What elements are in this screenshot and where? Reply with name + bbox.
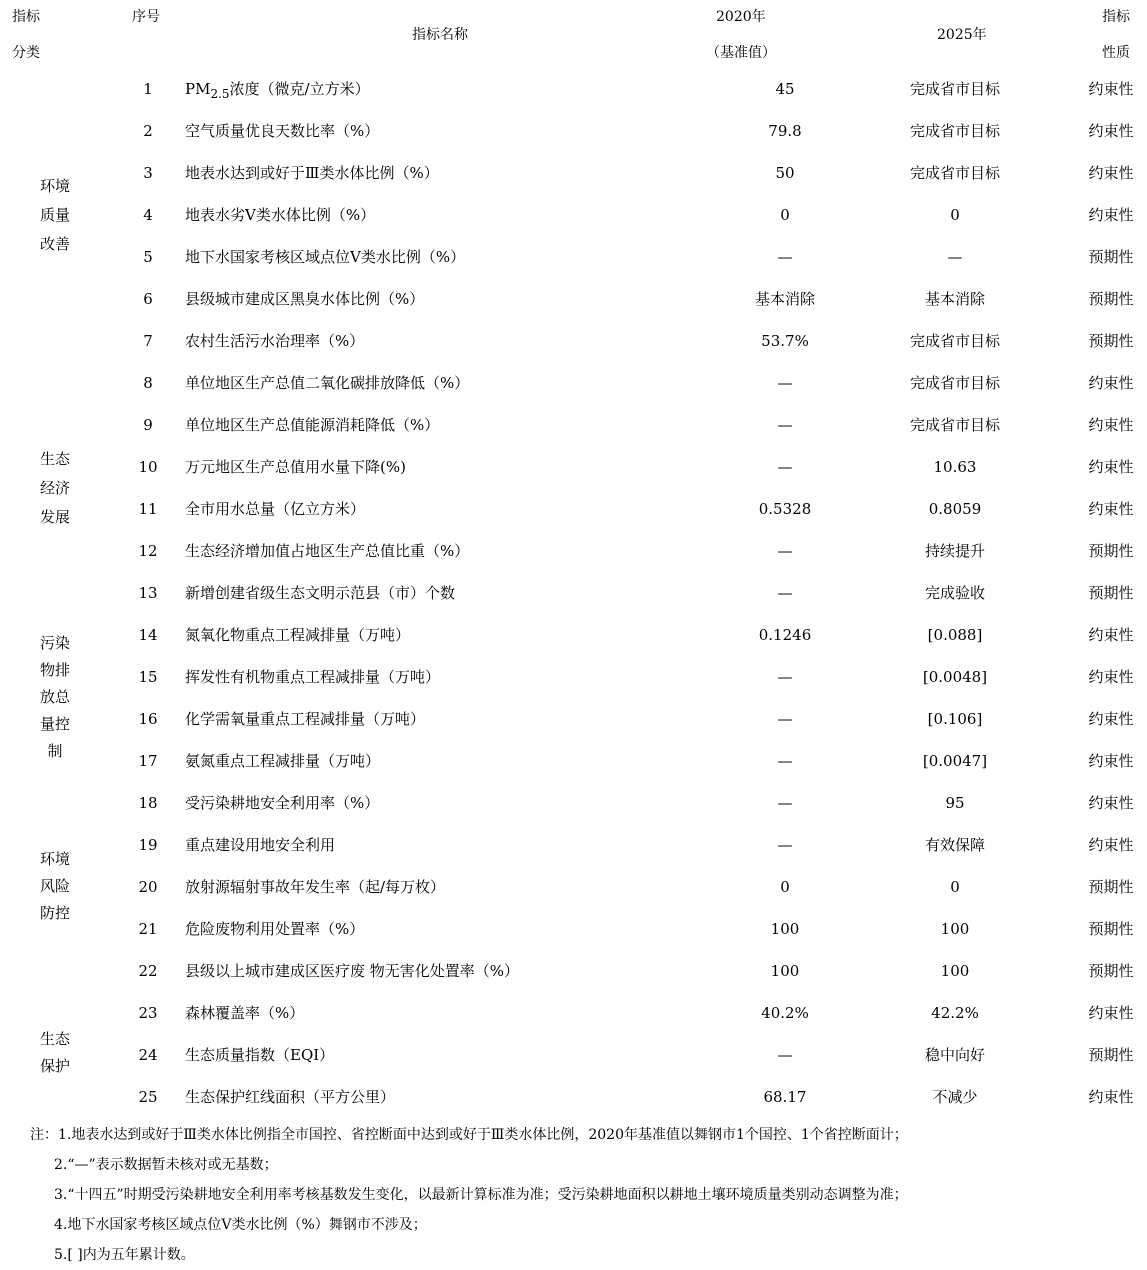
table-row	[0, 614, 1147, 656]
row-seq: 18	[138, 794, 158, 812]
table-row	[0, 572, 1147, 614]
row-indicator-name: 生态经济增加值占地区生产总值比重（%）	[185, 542, 470, 560]
note-line: 3.“十四五”时期受污染耕地安全利用率考核基数发生变化，以最新计算标准为准；受污染耕地面积以耕地土壤环境质量类别动态调整为准；	[54, 1187, 908, 1203]
note-line: 注：1.地表水达到或好于Ⅲ类水体比例指全市国控、省控断面中达到或好于Ⅲ类水体比例，2020年基准值以舞钢市1个国控、1个省控断面计；	[30, 1127, 908, 1143]
pm-prefix: PM	[185, 80, 211, 98]
row-indicator-name: 危险废物利用处置率（%）	[185, 920, 365, 938]
row-seq: 6	[143, 290, 153, 308]
row-indicator-name: 化学需氧量重点工程减排量（万吨）	[185, 710, 426, 728]
row-target-value: 持续提升	[924, 542, 985, 560]
table-row	[0, 110, 1147, 152]
table-row	[0, 530, 1147, 572]
row-nature: 预期性	[1088, 332, 1134, 350]
row-seq: 4	[143, 206, 153, 224]
row-seq: 10	[138, 458, 158, 476]
table-row	[0, 320, 1147, 362]
header-seq: 序号	[132, 9, 160, 25]
pm-subscript: 2.5	[210, 87, 230, 101]
category-line: 改善	[39, 235, 70, 253]
category-line: 量控	[39, 715, 70, 733]
row-target-value: [0.106]	[927, 710, 983, 728]
row-seq: 5	[143, 248, 153, 266]
table-row	[0, 278, 1147, 320]
header-category-line1: 指标	[12, 9, 40, 25]
category-line: 防控	[39, 904, 70, 922]
row-seq: 25	[138, 1088, 158, 1106]
header-nature-line2: 性质	[1102, 45, 1130, 61]
row-nature: 约束性	[1088, 710, 1134, 728]
row-nature: 约束性	[1088, 500, 1134, 518]
category-line: 放总	[39, 688, 70, 706]
row-base-value: —	[777, 458, 793, 476]
row-nature: 预期性	[1088, 962, 1134, 980]
table-row	[0, 1034, 1147, 1076]
row-seq: 1	[143, 80, 153, 98]
table-row	[0, 698, 1147, 740]
row-target-value: 基本消除	[924, 290, 985, 308]
table-row	[0, 1076, 1147, 1118]
category-line: 风险	[39, 877, 70, 895]
row-seq: 3	[143, 164, 153, 182]
row-indicator-name: 生态保护红线面积（平方公里）	[185, 1088, 396, 1106]
row-target-value: 完成省市目标	[909, 80, 1000, 98]
category-line: 环境	[39, 850, 70, 868]
row-base-value: —	[777, 794, 793, 812]
row-base-value: 100	[770, 962, 800, 980]
table-row	[0, 194, 1147, 236]
row-indicator-name: 县级以上城市建成区医疗废 物无害化处置率（%）	[185, 962, 520, 980]
table-row	[0, 824, 1147, 866]
pm-suffix: 浓度（微克/立方米）	[229, 80, 370, 98]
row-indicator-name: 县级城市建成区黑臭水体比例（%）	[185, 290, 425, 308]
table-row	[0, 908, 1147, 950]
row-target-value: [0.0047]	[922, 752, 988, 770]
row-base-value: —	[777, 584, 793, 602]
row-base-value: —	[777, 416, 793, 434]
row-nature: 约束性	[1088, 122, 1134, 140]
row-seq: 12	[138, 542, 158, 560]
row-target-value: 完成省市目标	[909, 122, 1000, 140]
row-target-value: 完成省市目标	[909, 416, 1000, 434]
row-target-value: 完成验收	[924, 584, 985, 602]
category-line: 环境	[39, 177, 70, 195]
table-row	[0, 362, 1147, 404]
row-seq: 2	[143, 122, 153, 140]
row-nature: 约束性	[1088, 752, 1134, 770]
row-target-value: 不减少	[932, 1088, 978, 1106]
row-base-value: —	[777, 710, 793, 728]
row-nature: 约束性	[1088, 164, 1134, 182]
row-indicator-name: 放射源辐射事故年发生率（起/每万枚）	[185, 878, 446, 896]
category-line: 保护	[39, 1057, 70, 1075]
row-base-value: 0.5328	[758, 500, 812, 518]
table-row	[0, 446, 1147, 488]
row-indicator-name: 空气质量优良天数比率（%）	[185, 122, 380, 140]
row-indicator-name: 地下水国家考核区域点位V类水比例（%）	[185, 248, 466, 266]
table-row	[0, 152, 1147, 194]
category-line: 物排	[39, 661, 70, 679]
row-base-value: 0	[780, 206, 790, 224]
row-indicator-name: 单位地区生产总值能源消耗降低（%）	[185, 416, 440, 434]
row-nature: 约束性	[1088, 794, 1134, 812]
row-target-value: 100	[940, 920, 970, 938]
row-base-value: —	[777, 1046, 793, 1064]
row-seq: 19	[138, 836, 158, 854]
row-seq: 24	[138, 1046, 158, 1064]
row-base-value: 基本消除	[754, 290, 815, 308]
row-indicator-name	[185, 68, 725, 110]
row-target-value: 95	[945, 794, 965, 812]
row-seq: 16	[138, 710, 158, 728]
row-nature: 约束性	[1088, 668, 1134, 686]
row-base-value: —	[777, 374, 793, 392]
row-seq: 8	[143, 374, 153, 392]
row-indicator-name: 农村生活污水治理率（%）	[185, 332, 365, 350]
table-row	[0, 656, 1147, 698]
row-indicator-name: 全市用水总量（亿立方米）	[185, 500, 366, 518]
row-base-value: 79.8	[768, 122, 802, 140]
row-target-value: 完成省市目标	[909, 164, 1000, 182]
header-name: 指标名称	[412, 27, 468, 43]
row-seq: 14	[138, 626, 158, 644]
row-target-value: 0	[950, 206, 960, 224]
table-row	[0, 68, 1147, 110]
header-category-line2: 分类	[12, 45, 40, 61]
row-seq: 11	[138, 500, 158, 518]
table-row	[0, 740, 1147, 782]
category-line: 发展	[39, 508, 70, 526]
row-indicator-name: 万元地区生产总值用水量下降(%)	[185, 458, 406, 476]
header-nature-line1: 指标	[1102, 9, 1130, 25]
row-nature: 预期性	[1088, 542, 1134, 560]
table-row	[0, 782, 1147, 824]
row-base-value: 40.2%	[761, 1004, 809, 1022]
row-base-value: 100	[770, 920, 800, 938]
row-target-value: 有效保障	[924, 836, 985, 854]
header-target-year: 2025年	[937, 27, 987, 43]
row-target-value: [0.0048]	[922, 668, 988, 686]
row-indicator-name: 森林覆盖率（%）	[185, 1004, 305, 1022]
row-indicator-name: 地表水达到或好于Ⅲ类水体比例（%）	[185, 164, 439, 182]
row-nature: 约束性	[1088, 416, 1134, 434]
row-target-value: 42.2%	[931, 1004, 979, 1022]
row-target-value: 10.63	[933, 458, 977, 476]
row-target-value: [0.088]	[927, 626, 983, 644]
row-target-value: 0.8059	[928, 500, 982, 518]
row-seq: 15	[138, 668, 158, 686]
row-nature: 约束性	[1088, 626, 1134, 644]
header-base-note: （基准值）	[706, 45, 776, 61]
row-base-value: 53.7%	[761, 332, 809, 350]
row-seq: 23	[138, 1004, 158, 1022]
category-line: 污染	[39, 634, 70, 652]
row-target-value: —	[947, 248, 963, 266]
note-line: 2.“—”表示数据暂未核对或无基数；	[54, 1157, 278, 1173]
category-line: 质量	[39, 206, 70, 224]
table-row	[0, 950, 1147, 992]
row-nature: 预期性	[1088, 584, 1134, 602]
table-row	[0, 866, 1147, 908]
row-nature: 约束性	[1088, 206, 1134, 224]
note-line: 4.地下水国家考核区域点位V类水比例（%）舞钢市不涉及；	[54, 1217, 427, 1233]
row-base-value: —	[777, 248, 793, 266]
row-indicator-name: 氮氧化物重点工程减排量（万吨）	[185, 626, 411, 644]
row-base-value: 0.1246	[758, 626, 812, 644]
row-target-value: 完成省市目标	[909, 374, 1000, 392]
row-nature: 预期性	[1088, 248, 1134, 266]
row-indicator-name: 单位地区生产总值二氧化碳排放降低（%）	[185, 374, 470, 392]
category-line: 生态	[39, 1030, 70, 1048]
row-seq: 9	[143, 416, 153, 434]
row-base-value: 0	[780, 878, 790, 896]
row-nature: 约束性	[1088, 1004, 1134, 1022]
row-indicator-name: 重点建设用地安全利用	[185, 836, 336, 854]
row-base-value: —	[777, 668, 793, 686]
row-nature: 约束性	[1088, 80, 1134, 98]
row-seq: 13	[138, 584, 158, 602]
row-nature: 预期性	[1088, 1046, 1134, 1064]
row-target-value: 100	[940, 962, 970, 980]
row-target-value: 完成省市目标	[909, 332, 1000, 350]
table-row	[0, 404, 1147, 446]
row-nature: 约束性	[1088, 458, 1134, 476]
row-nature: 预期性	[1088, 290, 1134, 308]
category-line: 经济	[39, 479, 70, 497]
row-indicator-name: 受污染耕地安全利用率（%）	[185, 794, 380, 812]
table-row	[0, 488, 1147, 530]
row-indicator-name: 生态质量指数（EQI）	[185, 1046, 335, 1064]
row-nature: 约束性	[1088, 836, 1134, 854]
row-base-value: —	[777, 836, 793, 854]
row-nature: 约束性	[1088, 374, 1134, 392]
row-base-value: 45	[775, 80, 795, 98]
row-indicator-name: 氨氮重点工程减排量（万吨）	[185, 752, 381, 770]
row-base-value: —	[777, 542, 793, 560]
category-line: 制	[47, 742, 63, 760]
header-base-year: 2020年	[716, 9, 766, 25]
row-base-value: —	[777, 752, 793, 770]
row-base-value: 68.17	[763, 1088, 807, 1106]
row-target-value: 0	[950, 878, 960, 896]
row-seq: 22	[138, 962, 158, 980]
row-seq: 21	[138, 920, 158, 938]
row-seq: 20	[138, 878, 158, 896]
footnotes	[30, 1120, 908, 1270]
table-row	[0, 236, 1147, 278]
row-nature: 预期性	[1088, 920, 1134, 938]
row-base-value: 50	[775, 164, 795, 182]
row-indicator-name: 地表水劣V类水体比例（%）	[185, 206, 376, 224]
row-indicator-name: 新增创建省级生态文明示范县（市）个数	[185, 584, 456, 602]
row-seq: 17	[138, 752, 158, 770]
row-nature: 约束性	[1088, 1088, 1134, 1106]
table-row	[0, 992, 1147, 1034]
row-indicator-name: 挥发性有机物重点工程减排量（万吨）	[185, 668, 441, 686]
note-line: 5.[ ]内为五年累计数。	[54, 1247, 195, 1263]
row-target-value: 稳中向好	[924, 1046, 985, 1064]
category-line: 生态	[39, 450, 70, 468]
row-seq: 7	[143, 332, 153, 350]
row-nature: 预期性	[1088, 878, 1134, 896]
